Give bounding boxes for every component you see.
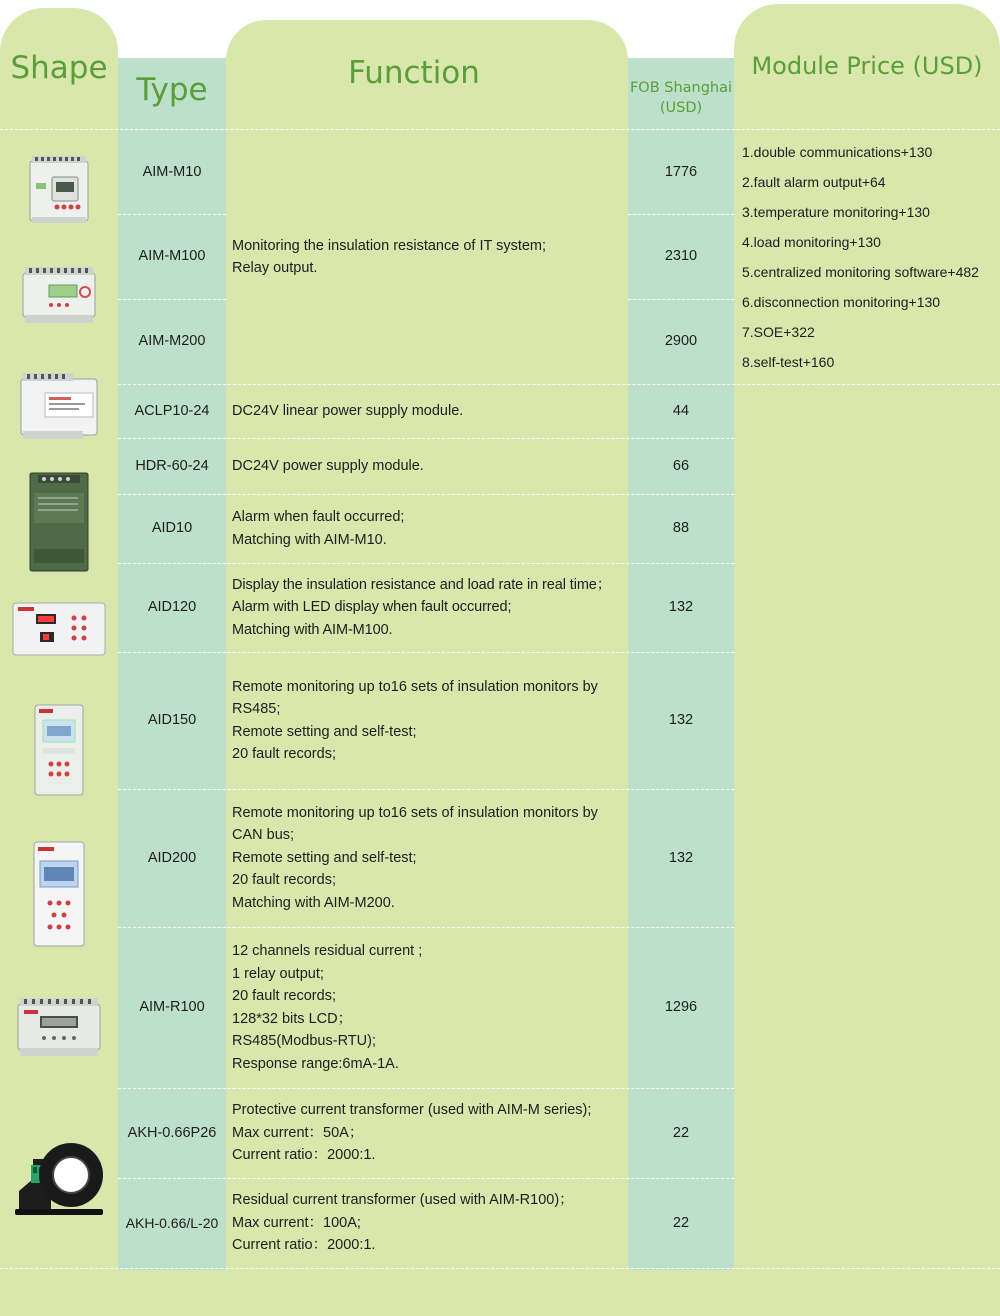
current-transformer-image [0, 1128, 118, 1220]
function-cell-akh-l20 [226, 1178, 634, 1268]
function-line: Relay output. [232, 260, 318, 276]
fob-price-cell: 44 [672, 402, 690, 419]
fob-price-cell: 2900 [664, 333, 698, 350]
function-line: Current ratio：2000:1. [232, 1237, 376, 1254]
type-header [118, 0, 226, 130]
module-price-item: 6.disconnection monitoring+130 [742, 294, 941, 310]
shape-header [0, 0, 118, 130]
function-line: Max current：100A; [232, 1214, 361, 1231]
footer-bar [0, 1270, 1000, 1316]
function-cell-aim-r100 [226, 927, 634, 1088]
function-line: RS485(Modbus-RTU); [232, 1033, 376, 1049]
function-line: Response range:6mA-1A. [232, 1055, 399, 1072]
module-price-item: 7.SOE+322 [742, 324, 815, 340]
type-cell: AID150 [147, 712, 197, 729]
function-line: 20 fault records; [232, 872, 336, 889]
shape-title: Shape [10, 50, 108, 86]
fob-price-cell: 1776 [664, 163, 698, 180]
function-line: Matching with AIM-M10. [232, 531, 387, 548]
function-line: DC24V linear power supply module. [232, 402, 464, 419]
type-cell: AIM-M200 [138, 333, 206, 350]
function-line: 128*32 bits LCD； [232, 1010, 353, 1027]
module-price-item: 2.fault alarm output+64 [742, 174, 886, 190]
insulation-monitor-aim-m10-image [0, 150, 118, 230]
fob-price-cell: 132 [668, 599, 694, 616]
fob-price-cell: 1296 [664, 999, 698, 1016]
function-line: CAN bus; [232, 827, 295, 844]
residual-current-monitor-image [0, 994, 118, 1060]
module-price-title: Module Price (USD) [751, 52, 983, 80]
function-cell-aid120 [226, 563, 636, 652]
function-line: Alarm when fault occurred; [232, 509, 405, 525]
type-cell: HDR-60-24 [135, 457, 209, 474]
function-line: Protective current transformer (used with AIM-M series); [232, 1102, 592, 1119]
fob-header [628, 0, 734, 130]
power-supply-module-image [0, 468, 118, 576]
function-cell-aid200 [226, 789, 634, 927]
fob-title-line2: (USD) [659, 100, 703, 116]
function-line: Monitoring the insulation resistance of IT system; [232, 237, 547, 254]
module-price-item: 1.double communications+130 [742, 144, 933, 160]
function-line: RS485; [232, 701, 281, 717]
function-line: DC24V power supply module. [232, 457, 424, 474]
type-title: Type [136, 72, 208, 108]
function-line: Matching with AIM-M200. [232, 894, 395, 911]
fob-price-cell: 22 [672, 1124, 690, 1141]
function-line: Alarm with LED display when fault occurred; [232, 599, 512, 616]
remote-monitor-aid150-image [0, 700, 118, 800]
function-line: Remote monitoring up to16 sets of insulation monitors by [232, 678, 598, 695]
insulation-monitor-aim-m100-image [0, 262, 118, 328]
function-header [226, 0, 602, 130]
fob-price-cell: 2310 [664, 248, 698, 265]
type-cell: AIM-R100 [139, 999, 205, 1016]
function-line: Display the insulation resistance and load rate in real time； [232, 576, 612, 593]
function-line: Matching with AIM-M100. [232, 621, 393, 638]
type-cell: AKH-0.66/L-20 [125, 1214, 219, 1231]
function-cell-aim-m [226, 130, 634, 384]
fob-price-cell: 88 [672, 520, 690, 537]
module-price-list [742, 140, 979, 380]
function-line: Remote monitoring up to16 sets of insulation monitors by [232, 804, 598, 821]
function-line: 20 fault records; [232, 746, 336, 762]
function-line: Residual current transformer (used with AIM-R100)； [232, 1192, 574, 1209]
type-cell: ACLP10-24 [134, 402, 210, 419]
type-cell: AIM-M10 [142, 163, 202, 180]
function-line: Max current：50A； [232, 1124, 364, 1141]
function-line: Remote setting and self-test; [232, 849, 417, 866]
type-cell: AKH-0.66P26 [127, 1124, 217, 1141]
module-price-item: 3.temperature monitoring+130 [742, 204, 930, 220]
fob-price-cell: 66 [672, 457, 690, 474]
function-title: Function [348, 55, 480, 91]
fob-price-cell: 22 [672, 1214, 690, 1231]
remote-monitor-aid200-image [0, 838, 118, 950]
function-line: Current ratio：2000:1. [232, 1147, 376, 1164]
function-cell-aclp [226, 384, 634, 438]
function-line: 12 channels residual current ; [232, 943, 423, 959]
type-cell: AIM-M100 [138, 248, 206, 265]
type-cell: AID10 [151, 520, 193, 537]
fob-price-cell: 132 [668, 712, 694, 729]
function-cell-aid10 [226, 494, 634, 563]
function-cell-aid150 [226, 652, 634, 789]
function-cell-akh-p26 [226, 1088, 634, 1178]
module-price-item: 5.centralized monitoring software+482 [742, 264, 979, 280]
module-price-item: 8.self-test+160 [742, 354, 835, 370]
function-line: 1 relay output; [232, 965, 324, 982]
module-price-item: 4.load monitoring+130 [742, 234, 881, 250]
insulation-monitor-aim-m200-image [0, 370, 118, 444]
function-cell-hdr [226, 438, 634, 494]
alarm-display-aid120-image [0, 598, 118, 660]
fob-title [628, 78, 734, 118]
fob-title-line1: FOB Shanghai [629, 80, 733, 96]
type-cell: AID200 [147, 849, 197, 866]
function-line: 20 fault records; [232, 988, 336, 1004]
fob-price-cell: 132 [668, 849, 694, 866]
function-line: Remote setting and self-test; [232, 723, 417, 740]
module-price-header [734, 0, 1000, 130]
type-cell: AID120 [147, 599, 197, 616]
